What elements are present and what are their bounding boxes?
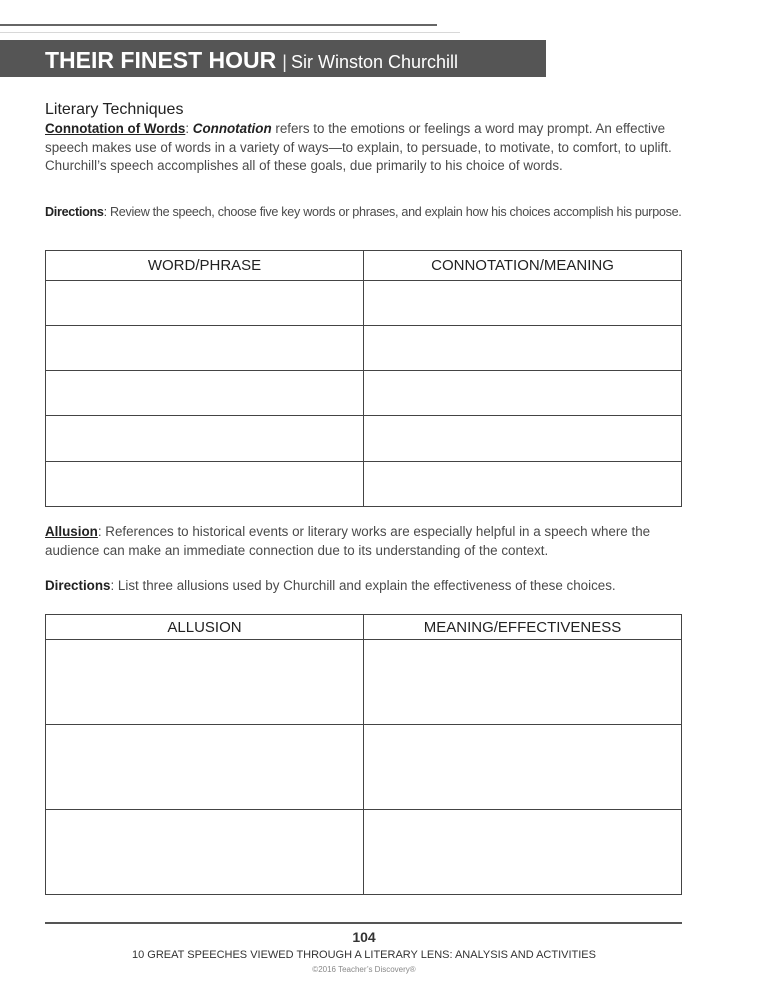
directions-2-label: Directions: [45, 578, 111, 593]
top-rule-dark: [0, 24, 437, 26]
allusion-paragraph: [45, 523, 685, 560]
connotation-italic-term: Connotation: [192, 121, 272, 136]
allusion-text: : References to historical events or literary works are especially helpful in a speech where the audience can make an immediate connection due to its understanding of the context.: [45, 524, 651, 558]
table-row: [46, 416, 682, 462]
word-cell[interactable]: [46, 462, 364, 507]
directions-1-text: : Review the speech, choose five key words or phrases, and explain how his choices accomplish his purpose.: [103, 205, 682, 219]
word-phrase-table: [45, 250, 682, 507]
meaning-cell[interactable]: [364, 810, 682, 895]
meaning-cell[interactable]: [364, 725, 682, 810]
title-banner: [0, 40, 546, 77]
connotation-cell[interactable]: [364, 326, 682, 371]
connotation-text: refers to the emotions or feelings a word may prompt. An effective speech makes use of words in a variety of ways—to explain, to persuade, to motivate, to comfort, to uplift. Churchill’s speech accomplishes all of these goals, due primarily to his choice of words.: [45, 121, 672, 173]
table1-header-connotation: CONNOTATION/MEANING: [364, 251, 682, 281]
word-cell[interactable]: [46, 281, 364, 326]
page-title: [45, 47, 458, 74]
table-row: [46, 640, 682, 725]
connotation-cell[interactable]: [364, 371, 682, 416]
table-row: [46, 326, 682, 371]
connotation-cell[interactable]: [364, 281, 682, 326]
connotation-cell[interactable]: [364, 416, 682, 462]
word-cell[interactable]: [46, 326, 364, 371]
meaning-cell[interactable]: [364, 640, 682, 725]
connotation-term: Connotation of Words: [45, 121, 186, 136]
table-row: [46, 281, 682, 326]
top-rule-light: [0, 32, 460, 33]
table-row: [46, 810, 682, 895]
word-cell[interactable]: [46, 416, 364, 462]
directions-1-label: Directions: [45, 205, 104, 219]
allusion-cell[interactable]: [46, 810, 364, 895]
speaker-name: Sir Winston Churchill: [290, 52, 459, 72]
table2-header-meaning: MEANING/EFFECTIVENESS: [364, 615, 682, 640]
allusion-table: [45, 614, 682, 895]
allusion-cell[interactable]: [46, 725, 364, 810]
word-cell[interactable]: [46, 371, 364, 416]
footer-rule: [45, 922, 682, 924]
table2-header-allusion: ALLUSION: [46, 615, 364, 640]
table1-header-word: WORD/PHRASE: [46, 251, 364, 281]
connotation-colon: :: [185, 121, 190, 136]
directions-2-text: : List three allusions used by Churchill and explain the effectiveness of these choices.: [110, 578, 616, 593]
page-number: 104: [352, 929, 376, 945]
title-separator: |: [282, 52, 287, 72]
directions-1: [45, 203, 685, 222]
connotation-paragraph: [45, 120, 685, 176]
speech-title: THEIR FINEST HOUR: [45, 47, 277, 73]
book-title: 10 GREAT SPEECHES VIEWED THROUGH A LITERARY LENS: ANALYSIS AND ACTIVITIES: [132, 949, 596, 961]
table-row: [46, 371, 682, 416]
table-row: [46, 462, 682, 507]
copyright: ©2016 Teacher’s Discovery®: [312, 965, 416, 974]
allusion-term: Allusion: [45, 524, 98, 539]
section-heading: Literary Techniques: [45, 101, 184, 118]
connotation-cell[interactable]: [364, 462, 682, 507]
allusion-cell[interactable]: [46, 640, 364, 725]
table-row: [46, 725, 682, 810]
directions-2: [45, 577, 685, 596]
